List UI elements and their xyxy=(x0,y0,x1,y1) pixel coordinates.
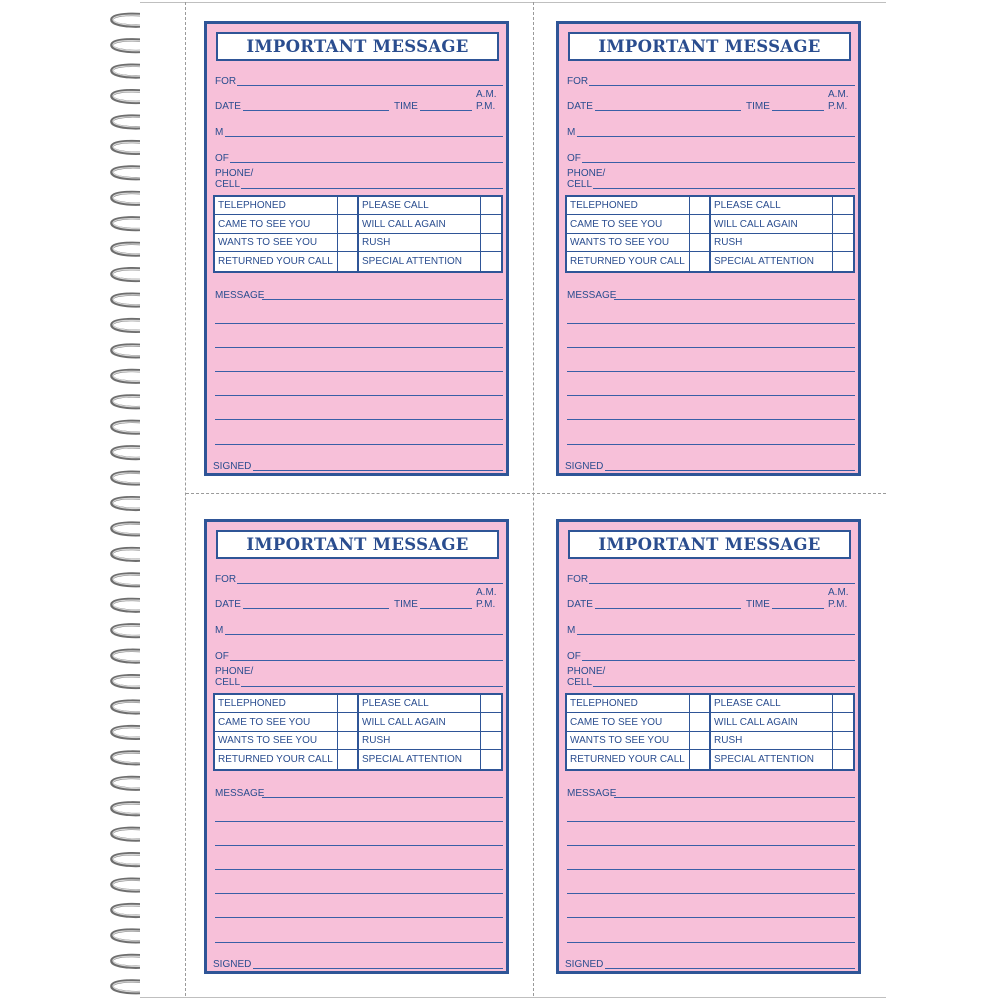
message-line[interactable] xyxy=(215,371,503,372)
check-label-left: RETURNED YOUR CALL xyxy=(570,753,685,765)
checkbox-row xyxy=(567,695,853,713)
date-label: DATE xyxy=(567,101,593,112)
check-label-left: WANTS TO SEE YOU xyxy=(570,735,670,746)
phone-line[interactable] xyxy=(241,188,503,189)
time-label: TIME xyxy=(394,599,418,610)
for-label: FOR xyxy=(567,76,589,87)
check-box-left[interactable] xyxy=(338,216,357,234)
message-label: MESSAGE xyxy=(215,788,265,799)
check-box-right[interactable] xyxy=(833,197,853,215)
of-label: OF xyxy=(215,651,229,662)
form-title: IMPORTANT MESSAGE xyxy=(216,32,499,61)
of-line[interactable] xyxy=(230,660,503,661)
check-box-right[interactable] xyxy=(481,732,501,750)
check-label-right: PLEASE CALL xyxy=(362,698,429,709)
check-label-left: RETURNED YOUR CALL xyxy=(570,255,685,267)
message-line[interactable] xyxy=(567,821,855,822)
cell-label: CELL xyxy=(215,179,241,190)
for-line[interactable] xyxy=(237,583,503,584)
message-line[interactable] xyxy=(215,917,503,918)
phone-label: PHONE/ xyxy=(215,168,254,179)
phone-label: PHONE/ xyxy=(567,168,606,179)
check-box-left[interactable] xyxy=(690,216,709,234)
signed-line[interactable] xyxy=(253,470,503,471)
message-form xyxy=(204,21,509,476)
checkbox-row xyxy=(567,732,853,750)
check-label-right: WILL CALL AGAIN xyxy=(714,716,798,728)
of-line[interactable] xyxy=(582,660,855,661)
check-box-right[interactable] xyxy=(481,253,501,271)
check-label-left: RETURNED YOUR CALL xyxy=(218,255,333,267)
m-line[interactable] xyxy=(577,136,855,137)
check-box-left[interactable] xyxy=(690,732,709,750)
message-line[interactable] xyxy=(567,869,855,870)
check-box-right[interactable] xyxy=(833,751,853,769)
date-label: DATE xyxy=(215,599,241,610)
check-box-right[interactable] xyxy=(833,695,853,713)
check-box-right[interactable] xyxy=(481,751,501,769)
checkbox-row xyxy=(567,751,853,769)
check-box-right[interactable] xyxy=(481,197,501,215)
check-box-right[interactable] xyxy=(833,216,853,234)
message-line[interactable] xyxy=(215,821,503,822)
m-line[interactable] xyxy=(225,136,503,137)
of-label: OF xyxy=(215,153,229,164)
message-line[interactable] xyxy=(215,942,503,943)
am-label: A.M. xyxy=(828,89,849,100)
check-label-right: WILL CALL AGAIN xyxy=(362,716,446,728)
message-line[interactable] xyxy=(567,942,855,943)
check-box-left[interactable] xyxy=(690,253,709,271)
perforation-horizontal xyxy=(186,493,886,494)
check-label-right: PLEASE CALL xyxy=(362,200,429,211)
checkbox-row xyxy=(215,253,501,271)
message-line[interactable] xyxy=(567,395,855,396)
check-label-left: WANTS TO SEE YOU xyxy=(218,735,318,746)
check-box-right[interactable] xyxy=(481,234,501,252)
message-label: MESSAGE xyxy=(567,788,617,799)
date-line[interactable] xyxy=(243,110,389,111)
check-label-left: TELEPHONED xyxy=(570,698,638,709)
check-box-left[interactable] xyxy=(338,253,357,271)
phone-line[interactable] xyxy=(593,188,855,189)
form-title: IMPORTANT MESSAGE xyxy=(568,530,851,559)
checkbox-row xyxy=(567,216,853,234)
check-label-right: SPECIAL ATTENTION xyxy=(362,255,463,267)
check-label-left: WANTS TO SEE YOU xyxy=(218,237,318,248)
signed-label: SIGNED xyxy=(565,461,604,472)
message-line[interactable] xyxy=(614,797,855,798)
of-label: OF xyxy=(567,153,581,164)
message-form xyxy=(204,519,509,974)
check-box-left[interactable] xyxy=(338,714,357,732)
signed-line[interactable] xyxy=(605,470,855,471)
check-label-right: RUSH xyxy=(362,735,391,746)
pm-label: P.M. xyxy=(828,101,848,112)
message-line[interactable] xyxy=(567,347,855,348)
for-label: FOR xyxy=(215,574,237,585)
m-line[interactable] xyxy=(225,634,503,635)
check-box-left[interactable] xyxy=(338,695,357,713)
signed-line[interactable] xyxy=(605,968,855,969)
date-label: DATE xyxy=(215,101,241,112)
of-label: OF xyxy=(567,651,581,662)
check-box-right[interactable] xyxy=(833,714,853,732)
time-line[interactable] xyxy=(420,608,472,609)
check-label-left: TELEPHONED xyxy=(570,200,638,211)
cell-label: CELL xyxy=(567,179,593,190)
cell-label: CELL xyxy=(215,677,241,688)
pm-label: P.M. xyxy=(476,101,496,112)
check-box-right[interactable] xyxy=(481,714,501,732)
message-line[interactable] xyxy=(262,299,503,300)
checkbox-row xyxy=(215,751,501,769)
for-label: FOR xyxy=(567,574,589,585)
check-box-left[interactable] xyxy=(338,197,357,215)
for-line[interactable] xyxy=(589,583,855,584)
time-line[interactable] xyxy=(420,110,472,111)
check-box-left[interactable] xyxy=(690,197,709,215)
message-line[interactable] xyxy=(215,419,503,420)
check-label-right: SPECIAL ATTENTION xyxy=(714,753,815,765)
phone-line[interactable] xyxy=(241,686,503,687)
message-form xyxy=(556,519,861,974)
date-label: DATE xyxy=(567,599,593,610)
message-line[interactable] xyxy=(567,917,855,918)
date-line[interactable] xyxy=(595,608,741,609)
date-line[interactable] xyxy=(243,608,389,609)
check-box-left[interactable] xyxy=(690,714,709,732)
for-label: FOR xyxy=(215,76,237,87)
checkbox-row xyxy=(567,714,853,732)
message-line[interactable] xyxy=(215,444,503,445)
signed-label: SIGNED xyxy=(565,959,604,970)
message-label: MESSAGE xyxy=(215,290,265,301)
checkbox-row xyxy=(567,234,853,252)
m-label: M xyxy=(567,127,576,138)
check-box-right[interactable] xyxy=(481,695,501,713)
m-label: M xyxy=(215,127,224,138)
check-label-right: SPECIAL ATTENTION xyxy=(362,753,463,765)
check-box-right[interactable] xyxy=(833,732,853,750)
message-line[interactable] xyxy=(567,371,855,372)
checkbox-row xyxy=(215,197,501,215)
checkbox-table xyxy=(213,195,503,273)
time-line[interactable] xyxy=(772,608,824,609)
m-line[interactable] xyxy=(577,634,855,635)
signed-label: SIGNED xyxy=(213,959,252,970)
check-label-right: WILL CALL AGAIN xyxy=(362,218,446,230)
checkbox-table xyxy=(213,693,503,771)
message-line[interactable] xyxy=(215,845,503,846)
phone-label: PHONE/ xyxy=(567,666,606,677)
check-box-right[interactable] xyxy=(833,234,853,252)
for-line[interactable] xyxy=(237,85,503,86)
check-box-left[interactable] xyxy=(338,751,357,769)
check-label-right: RUSH xyxy=(714,735,743,746)
for-line[interactable] xyxy=(589,85,855,86)
check-label-left: CAME TO SEE YOU xyxy=(570,218,663,230)
message-line[interactable] xyxy=(215,323,503,324)
message-line[interactable] xyxy=(567,845,855,846)
check-label-right: RUSH xyxy=(362,237,391,248)
check-label-left: RETURNED YOUR CALL xyxy=(218,753,333,765)
checkbox-row xyxy=(567,197,853,215)
of-line[interactable] xyxy=(582,162,855,163)
message-line[interactable] xyxy=(262,797,503,798)
cell-label: CELL xyxy=(567,677,593,688)
phone-line[interactable] xyxy=(593,686,855,687)
phone-label: PHONE/ xyxy=(215,666,254,677)
message-line[interactable] xyxy=(567,444,855,445)
check-box-right[interactable] xyxy=(481,216,501,234)
check-label-left: CAME TO SEE YOU xyxy=(218,716,311,728)
check-box-left[interactable] xyxy=(690,751,709,769)
checkbox-table xyxy=(565,195,855,273)
check-box-right[interactable] xyxy=(833,253,853,271)
check-label-left: TELEPHONED xyxy=(218,698,286,709)
check-label-right: RUSH xyxy=(714,237,743,248)
of-line[interactable] xyxy=(230,162,503,163)
message-line[interactable] xyxy=(567,323,855,324)
check-box-left[interactable] xyxy=(690,695,709,713)
message-line[interactable] xyxy=(215,893,503,894)
message-line[interactable] xyxy=(614,299,855,300)
checkbox-row xyxy=(215,234,501,252)
form-title: IMPORTANT MESSAGE xyxy=(216,530,499,559)
m-label: M xyxy=(567,625,576,636)
message-line[interactable] xyxy=(567,893,855,894)
perforation-vertical xyxy=(533,2,534,996)
checkbox-row xyxy=(215,695,501,713)
form-title: IMPORTANT MESSAGE xyxy=(568,32,851,61)
m-label: M xyxy=(215,625,224,636)
perforation-left xyxy=(185,2,186,996)
check-label-right: WILL CALL AGAIN xyxy=(714,218,798,230)
am-label: A.M. xyxy=(828,587,849,598)
check-label-left: CAME TO SEE YOU xyxy=(218,218,311,230)
message-line[interactable] xyxy=(567,419,855,420)
check-label-right: SPECIAL ATTENTION xyxy=(714,255,815,267)
am-label: A.M. xyxy=(476,89,497,100)
check-label-left: CAME TO SEE YOU xyxy=(570,716,663,728)
check-label-right: PLEASE CALL xyxy=(714,200,781,211)
checkbox-row xyxy=(567,253,853,271)
signed-label: SIGNED xyxy=(213,461,252,472)
message-label: MESSAGE xyxy=(567,290,617,301)
message-line[interactable] xyxy=(215,395,503,396)
time-label: TIME xyxy=(746,599,770,610)
check-label-left: WANTS TO SEE YOU xyxy=(570,237,670,248)
message-line[interactable] xyxy=(215,869,503,870)
message-form xyxy=(556,21,861,476)
am-label: A.M. xyxy=(476,587,497,598)
date-line[interactable] xyxy=(595,110,741,111)
checkbox-table xyxy=(565,693,855,771)
message-line[interactable] xyxy=(215,347,503,348)
pm-label: P.M. xyxy=(828,599,848,610)
checkbox-row xyxy=(215,714,501,732)
check-box-left[interactable] xyxy=(338,732,357,750)
check-label-right: PLEASE CALL xyxy=(714,698,781,709)
time-label: TIME xyxy=(746,101,770,112)
check-box-left[interactable] xyxy=(690,234,709,252)
pm-label: P.M. xyxy=(476,599,496,610)
checkbox-row xyxy=(215,216,501,234)
check-label-left: TELEPHONED xyxy=(218,200,286,211)
time-label: TIME xyxy=(394,101,418,112)
check-box-left[interactable] xyxy=(338,234,357,252)
time-line[interactable] xyxy=(772,110,824,111)
checkbox-row xyxy=(215,732,501,750)
signed-line[interactable] xyxy=(253,968,503,969)
